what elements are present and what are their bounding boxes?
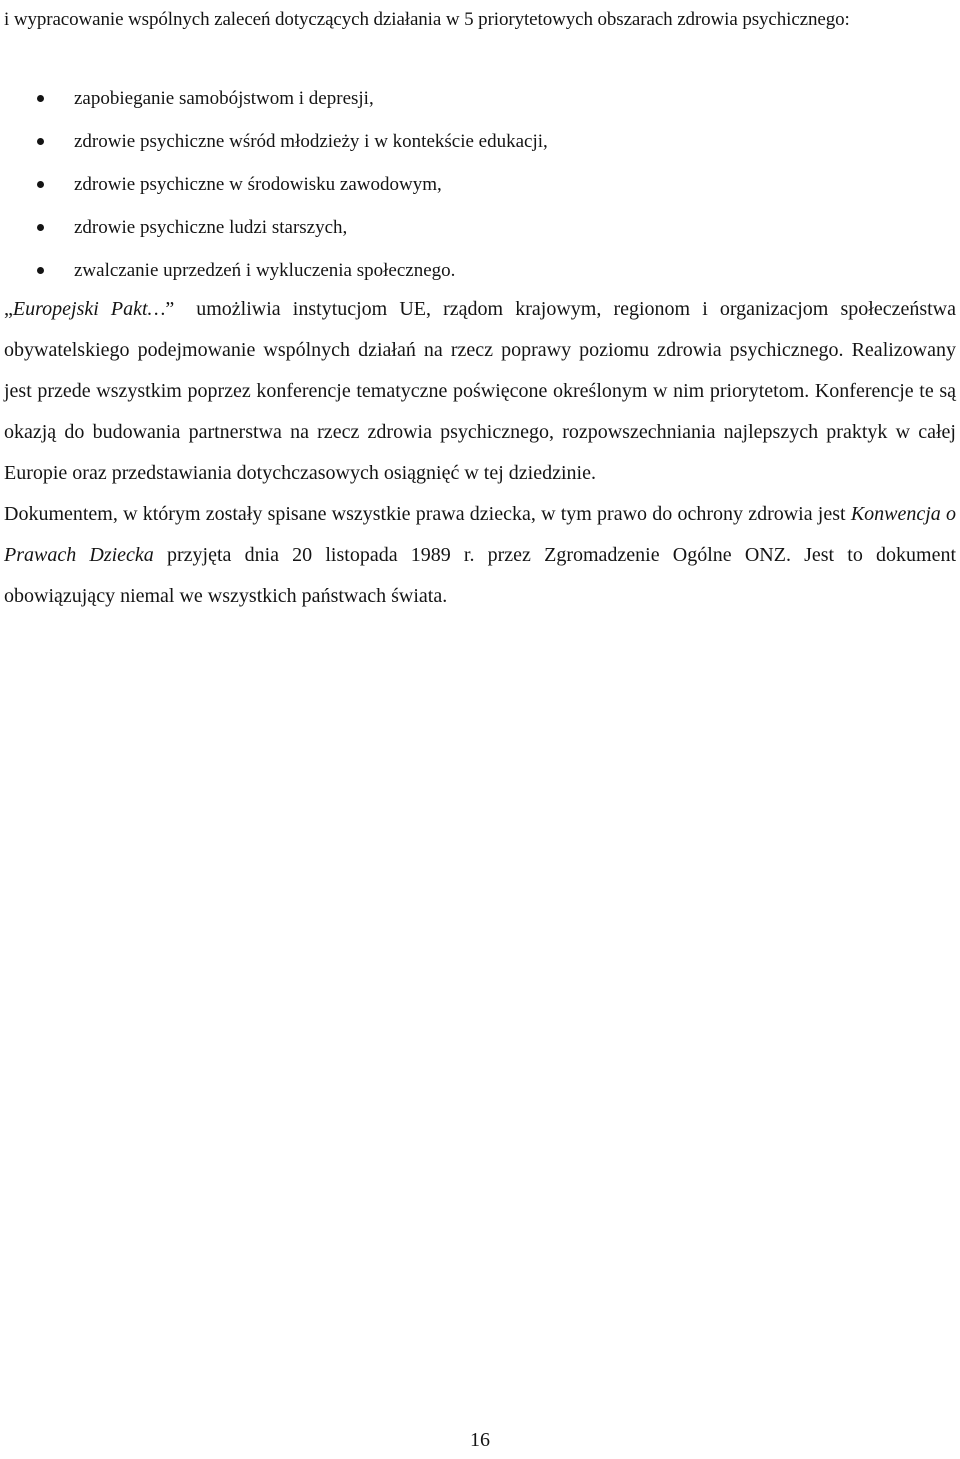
open-quote: „: [4, 298, 13, 320]
list-item: [4, 206, 956, 249]
pact-paragraph: [4, 289, 956, 494]
list-item-text: zapobieganie samobójstwom i depresji,: [74, 88, 374, 109]
intro-text: i wypracowanie wspólnych zaleceń dotyczących działania w 5 priorytetowych obszarach zdrowia psychicznego:: [4, 9, 850, 30]
body-text: [4, 289, 956, 617]
list-item: [4, 249, 956, 292]
list-item-text: zwalczanie uprzedzeń i wykluczenia społecznego.: [74, 260, 456, 281]
convention-text-before: Dokumentem, w którym zostały spisane wszystkie prawa dziecka, w tym prawo do ochrony zdrowia jest: [4, 503, 846, 525]
list-item: [4, 120, 956, 163]
close-quote: ”: [165, 298, 175, 320]
bullet-icon: [37, 224, 44, 231]
list-item-text: zdrowie psychiczne ludzi starszych,: [74, 217, 348, 238]
bullet-icon: [37, 138, 44, 145]
document-page: [4, 0, 956, 1459]
list-item: [4, 77, 956, 120]
convention-paragraph: [4, 494, 956, 617]
page-number: 16: [470, 1429, 490, 1451]
bullet-icon: [37, 181, 44, 188]
bullet-icon: [37, 267, 44, 274]
bullet-icon: [37, 95, 44, 102]
priority-list: [4, 77, 956, 292]
convention-title: Konwencja o Prawach Dziecka: [4, 503, 957, 566]
list-item-text: zdrowie psychiczne w środowisku zawodowym,: [74, 174, 442, 195]
list-item: [4, 163, 956, 206]
pact-paragraph-text: umożliwia instytucjom UE, rządom krajowym, regionom i organizacjom społeczeństwa obywatelskiego podejmowanie wspólnych działań na rzecz poprawy poziomu zdrowia psychicznego. Realizowany jest przede wszystkim poprzez konferencje tematyczne poświęcone określonym w nim priorytetom. Konferencje te są okazją do budowania partnerstwa na rzecz zdrowia psychicznego, rozpowszechniania najlepszych praktyk w całej Europie oraz przedstawiania dotychczasowych osiągnięć w tej dziedzinie.: [4, 298, 956, 484]
convention-text-after: przyjęta dnia 20 listopada 1989 r. przez Zgromadzenie Ogólne ONZ. Jest to dokument obowiązujący niemal we wszystkich państwach świata.: [4, 544, 957, 607]
intro-paragraph: [4, 0, 956, 40]
pact-title: Europejski Pakt…: [12, 298, 166, 320]
list-item-text: zdrowie psychiczne wśród młodzieży i w kontekście edukacji,: [74, 131, 548, 152]
